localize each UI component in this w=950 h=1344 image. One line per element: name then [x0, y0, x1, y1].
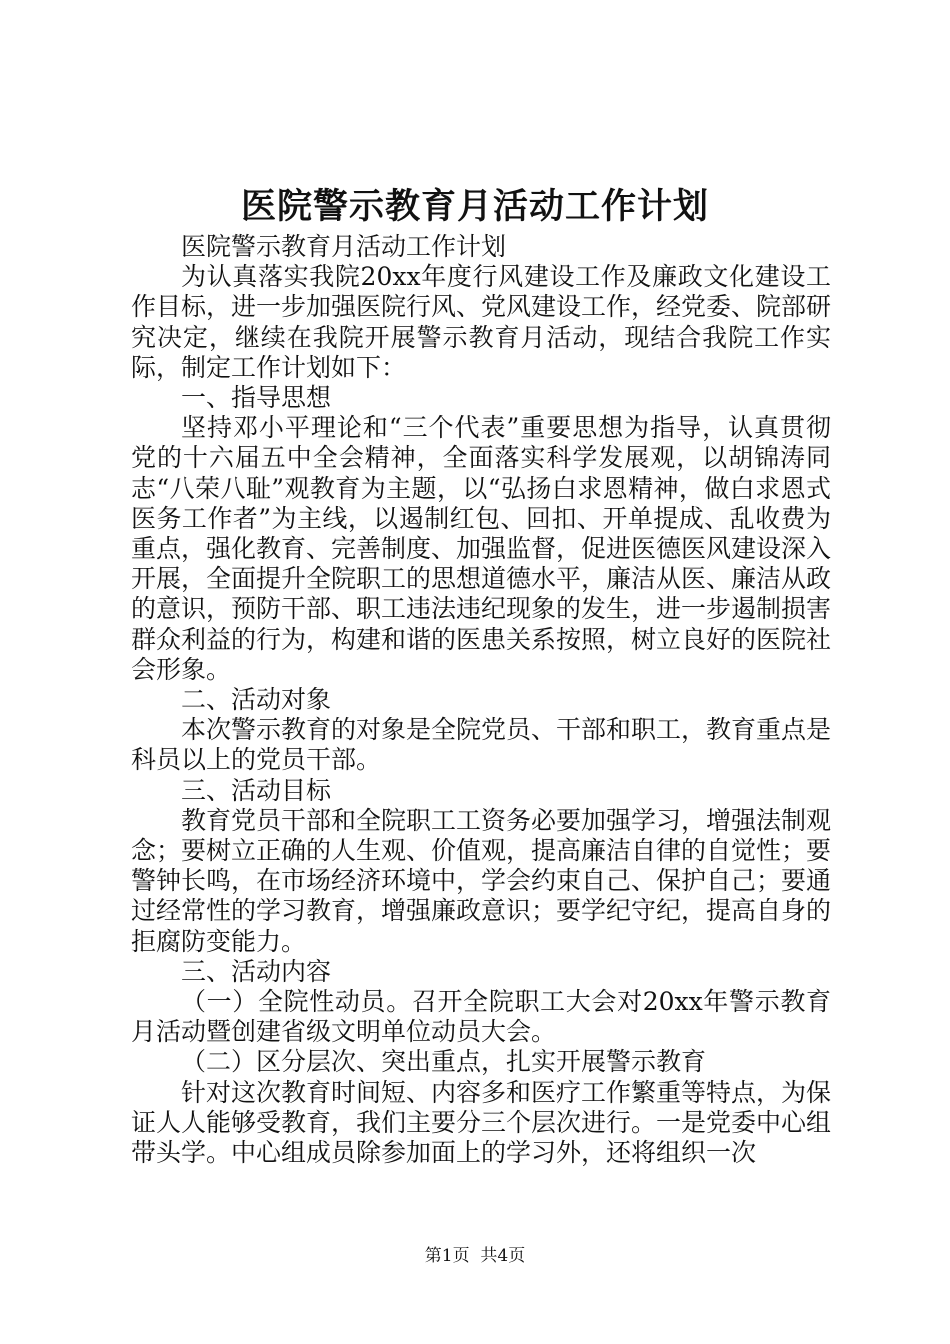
page-total: 共4页: [480, 1246, 526, 1266]
paragraph-mobilization: （一）全院性动员。召开全院职工大会对20xx年警示教育月活动暨创建省级文明单位动员大会。: [131, 987, 831, 1047]
paragraph-activity-targets: 本次警示教育的对象是全院党员、干部和职工，教育重点是科员以上的党员干部。: [131, 715, 832, 775]
section-heading-activity-targets: 二、活动对象: [181, 685, 332, 715]
section-heading-activity-content: 三、活动内容: [181, 956, 332, 986]
document-title: 医院警示教育月活动工作计划: [240, 186, 709, 227]
section-heading-guiding-ideology: 一、指导思想: [181, 383, 332, 413]
section-heading-activity-goals: 三、活动目标: [181, 775, 332, 805]
paragraph-subtitle: 医院警示教育月活动工作计划: [181, 232, 507, 261]
page-footer: [0, 1245, 950, 1267]
subheading-warning-education: （二）区分层次、突出重点，扎实开展警示教育: [181, 1047, 707, 1077]
paragraph-warning-education: 针对这次教育时间短、内容多和医疗工作繁重等特点，为保证人人能够受教育，我们主要分三个层次进行。一是党委中心组带头学。中心组成员除参加面上的学习外，还将组织一次: [131, 1077, 832, 1168]
page-number: 第1页: [424, 1246, 470, 1266]
paragraph-guiding-ideology: 坚持邓小平理论和“三个代表”重要思想为指导，认真贯彻党的十六届五中全会精神，全面落实科学发展观，以胡锦涛同志“八荣八耻”观教育为主题，以“弘扬白求恩精神，做白求恩式医务工作者”为主线，以遏制红包、回扣、开单提成、乱收费为重点，强化教育、完善制度、加强监督，促进医德医风建设深入开展，全面提升全院职工的思想道德水平，廉洁从医、廉洁从政的意识，预防干部、职工违法违纪现象的发生，进一步遏制损害群众利益的行为，构建和谐的医患关系按照，树立良好的医院社会形象。: [131, 413, 832, 684]
paragraph-intro: 为认真落实我院20xx年度行风建设工作及廉政文化建设工作目标，进一步加强医院行风、党风建设工作，经党委、院部研究决定，继续在我院开展警示教育月活动，现结合我院工作实际，制定工作计划如下：: [131, 262, 832, 382]
document-body: [131, 232, 831, 1168]
paragraph-activity-goals: 教育党员干部和全院职工工资务必要加强学习，增强法制观念；要树立正确的人生观、价值观，提高廉洁自律的自觉性；要警钟长鸣，在市场经济环境中，学会约束自己、保护自己；要通过经常性的学习教育，增强廉政意识；要学纪守纪，提高自身的拒腐防变能力。: [131, 805, 832, 956]
